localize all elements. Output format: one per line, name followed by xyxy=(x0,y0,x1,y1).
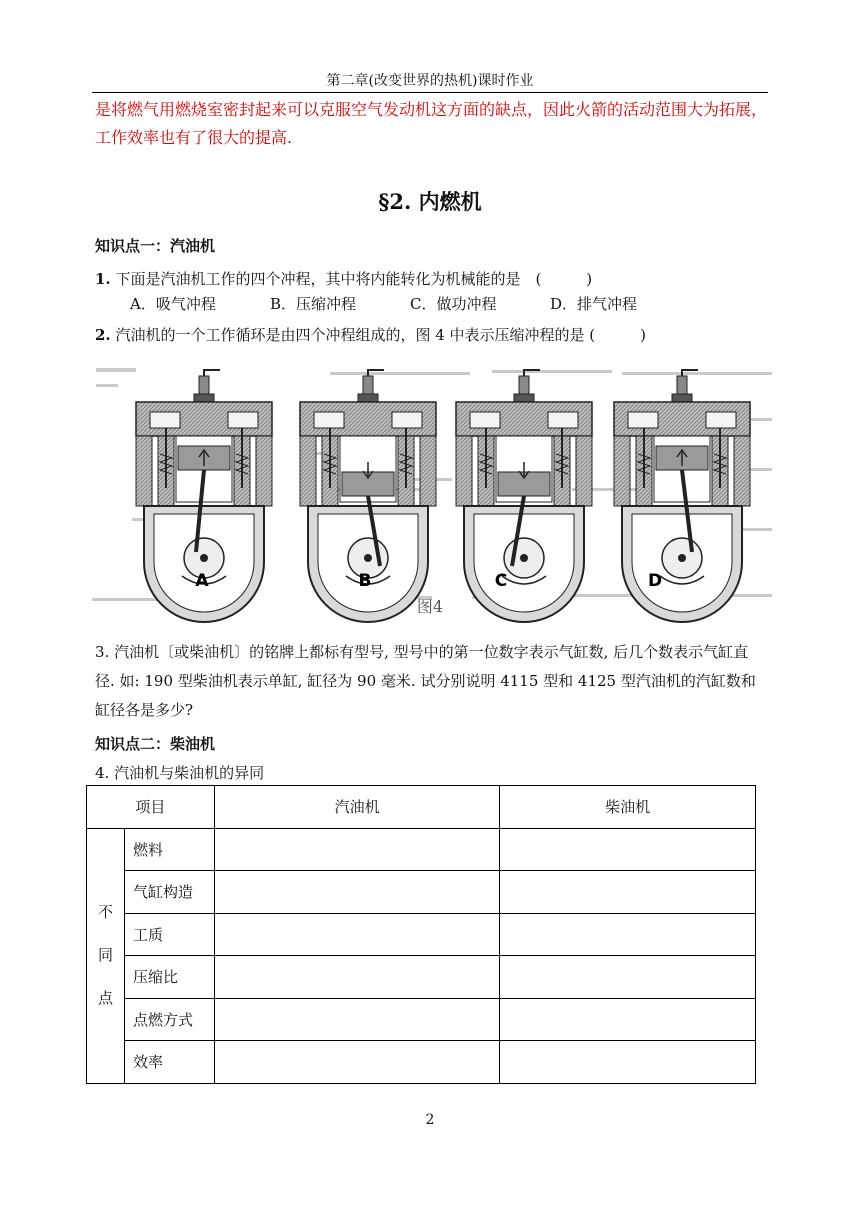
row-label-ignition: 点燃方式 xyxy=(124,998,214,1041)
question-2-number: 2. xyxy=(95,326,111,344)
table-row xyxy=(87,1041,756,1084)
answer-cell[interactable] xyxy=(500,871,756,914)
row-label-working-medium: 工质 xyxy=(124,913,214,956)
table-row xyxy=(87,828,756,871)
header-item: 项目 xyxy=(87,786,215,829)
differences-label: 不 同 点 xyxy=(87,828,125,1083)
question-1 xyxy=(95,268,592,289)
question-3: 3. 汽油机〔或柴油机〕的铭牌上都标有型号, 型号中的第一位数字表示气缸数, 后几个数表示气缸直径. 如: 190 型柴油机表示单缸, 缸径为 90 毫米. 试分别说明 4115 型和 4125 型汽油机的汽缸数和缸径各是多少? xyxy=(95,643,756,719)
answer-cell[interactable] xyxy=(500,1041,756,1084)
table-header-row xyxy=(87,786,756,829)
answer-cell[interactable] xyxy=(214,828,500,871)
answer-cell[interactable] xyxy=(214,998,500,1041)
question-2-text: 汽油机的一个工作循环是由四个冲程组成的，图 4 中表示压缩冲程的是 ( ) xyxy=(115,326,647,344)
engine-d xyxy=(614,370,750,622)
option-a: A．吸气冲程 xyxy=(130,295,216,313)
comparison-table xyxy=(86,785,756,1084)
question-1-text: 下面是汽油机工作的四个冲程，其中将内能转化为机械能的是 ( ) xyxy=(115,270,593,288)
option-d: D．排气冲程 xyxy=(550,295,638,313)
answer-cell[interactable] xyxy=(214,1041,500,1084)
figure-label-b: B xyxy=(358,571,372,591)
row-label-fuel: 燃料 xyxy=(124,828,214,871)
header-rule xyxy=(92,92,768,93)
answer-cell[interactable] xyxy=(500,828,756,871)
answer-cell[interactable] xyxy=(214,871,500,914)
engine-strokes-figure xyxy=(92,358,782,623)
question-4: 4. 汽油机与柴油机的异同 xyxy=(95,764,265,782)
answer-cell[interactable] xyxy=(500,956,756,999)
answer-cell[interactable] xyxy=(214,913,500,956)
question-1-number: 1. xyxy=(95,270,111,288)
engine-diagrams xyxy=(92,358,782,623)
knowledge-point-1-heading: 知识点一：汽油机 xyxy=(95,237,216,255)
engine-c xyxy=(456,370,592,622)
figure-label-a: A xyxy=(195,571,209,591)
row-label-efficiency: 效率 xyxy=(124,1041,214,1084)
intro-paragraph: 是将燃气用燃烧室密封起来可以克服空气发动机这方面的缺点，因此火箭的活动范围大为拓展，工作效率也有了很大的提高. xyxy=(95,100,768,147)
answer-cell[interactable] xyxy=(500,998,756,1041)
figure-label-c: C xyxy=(494,571,508,591)
knowledge-point-2-heading: 知识点二：柴油机 xyxy=(95,735,216,753)
answer-cell[interactable] xyxy=(214,956,500,999)
table-row xyxy=(87,871,756,914)
table-row xyxy=(87,956,756,999)
running-header: 第二章(改变世界的热机)课时作业 xyxy=(326,73,534,89)
table-row xyxy=(87,998,756,1041)
table-row xyxy=(87,913,756,956)
option-b: B．压缩冲程 xyxy=(270,295,357,313)
option-c: C．做功冲程 xyxy=(410,295,497,313)
section-title: §2. 内燃机 xyxy=(378,189,482,214)
figure-label-d: D xyxy=(647,571,663,591)
header-gasoline: 汽油机 xyxy=(214,786,500,829)
figure-caption: 图4 xyxy=(416,597,444,616)
row-label-compression: 压缩比 xyxy=(124,956,214,999)
answer-cell[interactable] xyxy=(500,913,756,956)
row-label-cylinder: 气缸构造 xyxy=(124,871,214,914)
question-2 xyxy=(95,324,646,345)
page-number: 2 xyxy=(425,1112,435,1128)
header-diesel: 柴油机 xyxy=(500,786,756,829)
